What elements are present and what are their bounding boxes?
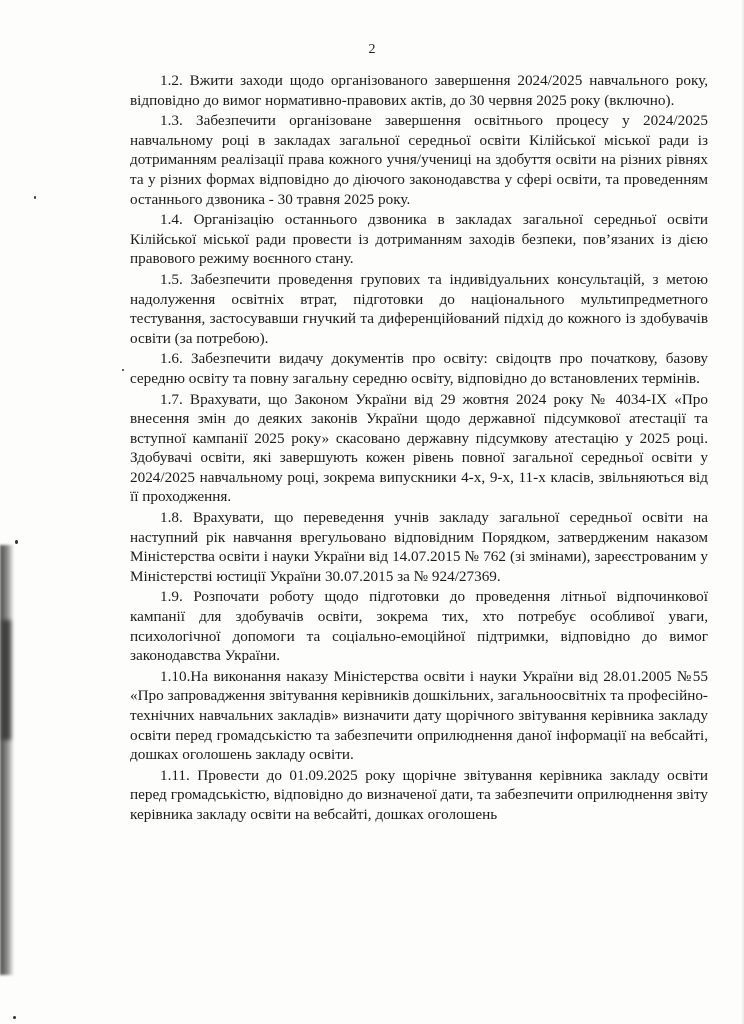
scan-smudge [0, 545, 14, 975]
paragraph-1-4: 1.4. Організацію останнього дзвоника в закладах загальної середньої освіти Кілійської міської ради провести із дотриманням заходів безпеки, пов’язаних із дією правового режиму воєнного стану. [130, 211, 708, 268]
paragraph-1-8: 1.8. Врахувати, що переведення учнів закладу загальної середньої освіти на наступний рік навчання врегульовано відповідним Порядком, затвердженим наказом Міністерства освіти і науки України від 14.07.2015 № 762 (зі змінами), зареєстрованим у Міністерстві юстиції України 30.07.2015 за № 924/27369. [130, 509, 708, 585]
paragraph-1-9: 1.9. Розпочати роботу щодо підготовки до проведення літньої відпочинкової кампанії для здобувачів освіти, зокрема тих, хто потребує особливої уваги, психологічної допомоги та соціально-емоційної підтримки, відповідно до вимог законодавства України. [130, 588, 708, 665]
paragraph-1-3: 1.3. Забезпечити організоване завершення освітнього процесу у 2024/2025 навчальному році в закладах загальної середньої освіти Кілійської міської ради із дотриманням реалізації права кожного учня/учениці на здобуття освіти на різних рівнях та у різних формах відповідно до діючого законодавства у сфері освіти, та проведенням останнього дзвоника - 30 травня 2025 року. [130, 112, 708, 208]
paragraph-1-6: 1.6. Забезпечити видачу документів про освіту: свідоцтв про початкову, базову середню освіту та повну загальну середню освіту, відповідно до встановлених термінів. [130, 350, 708, 387]
document-body [130, 71, 708, 825]
scan-speck [122, 369, 124, 371]
scan-speck [34, 196, 36, 199]
paragraph-1-10: 1.10.На виконання наказу Міністерства освіти і науки України від 28.01.2005 №55 «Про запровадження звітування керівників дошкільних, загальноосвітніх та професійно-технічних навчальних закладів» визначити дату щорічного звітування керівника закладу освіти перед громадськістю та забезпечити оприлюднення даної інформації на вебсайті, дошках оголошень закладу освіти. [130, 667, 708, 764]
paragraph-1-2: 1.2. Вжити заходи щодо організованого завершення 2024/2025 навчального року, відповідно до вимог нормативно-правових актів, до 30 червня 2025 року (включно). [130, 72, 708, 109]
paragraph-1-7: 1.7. Врахувати, що Законом України від 29 жовтня 2024 року № 4034-IX «Про внесення змін до деяких законів України щодо державної підсумкової атестації та вступної кампанії 2025 року» скасовано державну підсумкову атестацію у 2025 році. Здобувачі освіти, які завершують кожен рівень повної загальної середньої освіти у 2024/2025 навчальному році, зокрема випускники 4-х, 9-х, 11-х класів, звільняються від її проходження. [130, 390, 708, 506]
page-number: 2 [368, 42, 376, 57]
paragraph-1-11: 1.11. Провести до 01.09.2025 року щорічне звітування керівника закладу освіти перед громадськістю, відповідно до визначеної дати, та забезпечити оприлюднення звіту керівника закладу освіти на вебсайті, дошках оголошень [130, 766, 708, 823]
scan-speck [15, 540, 18, 544]
scan-smudge [2, 620, 11, 740]
scan-speck [13, 1016, 16, 1019]
paragraph-1-5: 1.5. Забезпечити проведення групових та індивідуальних консультацій, з метою надолуження освітніх втрат, підготовки до національного мультипредметного тестування, застосувавши гнучкий та диференційований підхід до кожного із здобувачів освіти (за потребою). [130, 270, 708, 347]
